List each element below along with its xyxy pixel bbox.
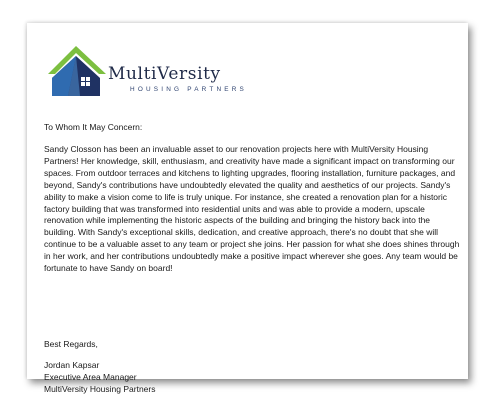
signer-name: Jordan Kapsar (44, 360, 100, 370)
house-logo-icon (46, 44, 110, 100)
company-name: MultiVersity (108, 64, 221, 84)
company-tagline: HOUSING PARTNERS (130, 86, 248, 93)
letter-page (27, 23, 468, 394)
letter-closing: Best Regards, (44, 339, 98, 349)
letter-salutation: To Whom It May Concern: (44, 122, 143, 132)
letter-body: Sandy Closson has been an invaluable asset to our renovation projects here with MultiVersity Housing Partners! Her knowledge, skill, enthusiasm, and creativity have made a significant impact on transforming our spaces. From outdoor terraces and kitchens to lighting upgrades, flooring installation, furniture packages, and beyond, Sandy's contributions have undoubtedly elevated the quality and aesthetics of our projects. Sandy's ability to make a vision come to life is truly unique. For instance, she created a renovation plan for a historic factory building that was transformed into residential units and was able to provide a modern, upscale renovation while implementing the historic aspects of the building and bringing the history back into the building. With Sandy's exceptional skills, dedication, and creative approach, there's no doubt that she will continue to be a valuable asset to any team or project she joins. Her passion for what she does shines through in her work, and her contributions undoubtedly make a positive impact wherever she goes. Any team would be fortunate to have Sandy on board! (44, 144, 460, 274)
signer-organization: MultiVersity Housing Partners (44, 383, 156, 394)
company-logo (46, 44, 286, 100)
signer-title: Executive Area Manager (44, 371, 137, 382)
signature-block (44, 360, 464, 396)
